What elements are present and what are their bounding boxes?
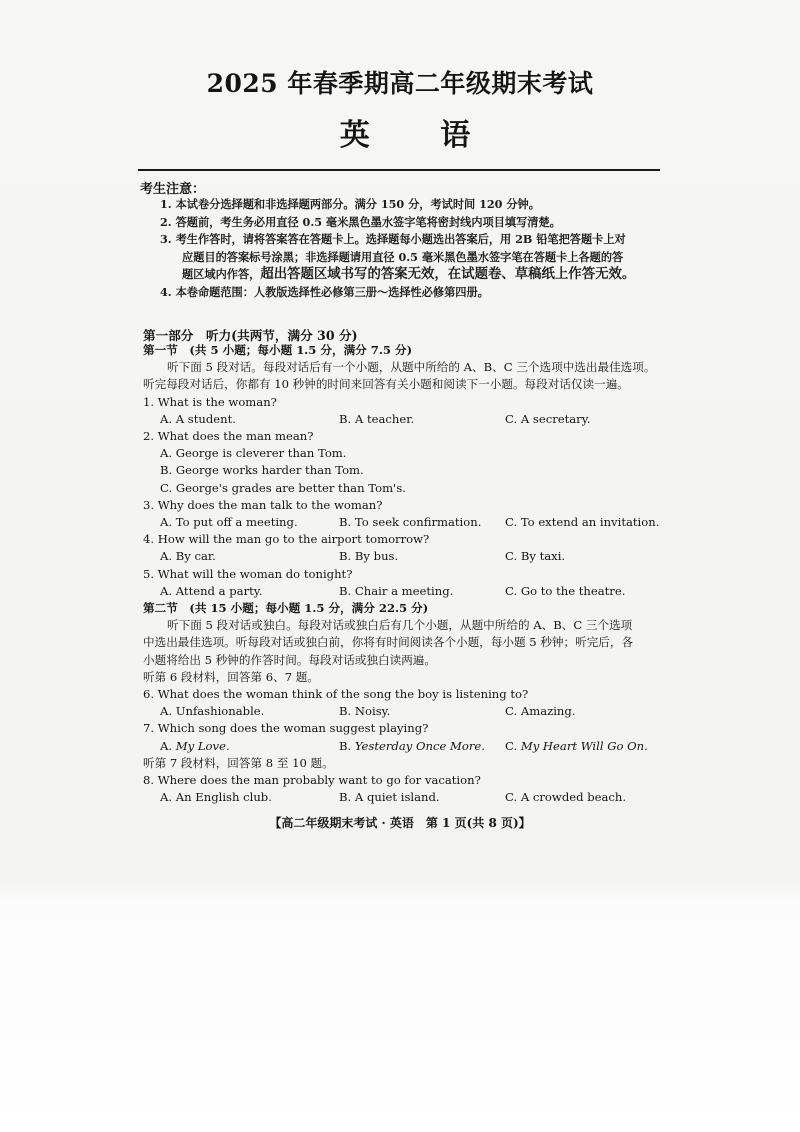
question-5-option-a: A. Attend a party. — [160, 583, 263, 598]
question-7-option-c — [505, 738, 648, 755]
notice-item-4: 4. 本卷命题范围：人教版选择性必修第三册～选择性必修第四册。 — [160, 284, 489, 299]
part1-heading: 第一部分 听力(共两节，满分 30 分) — [143, 328, 358, 343]
question-1-options — [143, 411, 663, 428]
question-4-option-a: A. By car. — [160, 549, 216, 564]
question-7-option-a — [160, 738, 339, 755]
question-3-option-b: B. To seek confirmation. — [339, 515, 482, 530]
question-8-options — [143, 789, 663, 806]
question-2-option-c: C. George's grades are better than Tom's. — [160, 480, 406, 495]
question-1-option-b: B. A teacher. — [339, 411, 415, 426]
question-7-option-b — [339, 738, 505, 755]
question-3-option-c: C. To extend an invitation. — [505, 515, 660, 530]
question-5-options — [143, 583, 663, 600]
page-footer: 【高二年级期末考试 · 英语 第 1 页(共 8 页)】 — [269, 816, 531, 830]
question-6-option-a: A. Unfashionable. — [160, 704, 265, 719]
question-5-stem: 5. What will the woman do tonight? — [143, 566, 353, 581]
question-4-option-c: C. By taxi. — [505, 549, 566, 564]
part1-body — [143, 342, 663, 806]
question-4-options — [143, 548, 663, 565]
notice-item-3-line-2: 应题目的答案标号涂黑；非选择题请用直径 0.5 毫米黑色墨水签字笔在答题卡上各题的答 — [182, 249, 624, 264]
question-6-stem: 6. What does the woman think of the song the boy is listening to? — [143, 687, 529, 702]
question-5-option-c: C. Go to the theatre. — [505, 583, 626, 598]
question-7-options — [143, 738, 663, 755]
question-2-option-b: B. George works harder than Tom. — [160, 463, 364, 478]
notice-item-3-line-3-text: 题区域内作答， — [182, 267, 261, 281]
section1-heading: 第一节 (共 5 小题；每小题 1.5 分，满分 7.5 分) — [143, 343, 413, 357]
question-6-option-c: C. Amazing. — [505, 704, 576, 719]
material-7-label: 听第 7 段材料，回答第 8 至 10 题。 — [143, 755, 334, 770]
question-8-option-b: B. A quiet island. — [339, 790, 440, 805]
notice-item-3-line-1: 3. 考生作答时，请将答案答在答题卡上。选择题每小题选出答案后，用 2B 铅笔把答题卡上对 — [160, 232, 626, 246]
question-3-options — [143, 514, 663, 531]
question-3-option-a: A. To put off a meeting. — [160, 515, 298, 530]
notice-list — [160, 196, 665, 301]
section1-intro-line-1: 听下面 5 段对话。每段对话后有一个小题，从题中所给的 A、B、C 三个选项中选出最佳选项。 — [167, 360, 656, 375]
section2-intro-line-1: 听下面 5 段对话或独白。每段对话或独白后有几个小题，从题中所给的 A、B、C 三个选项 — [167, 618, 633, 633]
question-1-stem: 1. What is the woman? — [143, 394, 277, 409]
subject-title: 英 语 — [339, 118, 501, 153]
question-5-option-b: B. Chair a meeting. — [339, 583, 454, 598]
notice-item-1: 1. 本试卷分选择题和非选择题两部分。满分 150 分，考试时间 120 分钟。 — [160, 197, 540, 211]
section2-intro-line-2: 中选出最佳选项。听每段对话或独白前，你将有时间阅读各个小题，每小题 5 秒钟；听完后，各 — [143, 635, 634, 650]
question-8-stem: 8. Where does the man probably want to go for vacation? — [143, 773, 481, 788]
notice-item-2: 2. 答题前，考生务必用直径 0.5 毫米黑色墨水签字笔将密封线内项目填写清楚。 — [160, 214, 561, 229]
material-6-label: 听第 6 段材料，回答第 6、7 题。 — [143, 669, 319, 684]
question-6-option-b: B. Noisy. — [339, 704, 391, 719]
question-8-option-c: C. A crowded beach. — [505, 790, 627, 805]
question-3-stem: 3. Why does the man talk to the woman? — [143, 497, 383, 512]
question-1-option-a: A. A student. — [160, 411, 236, 426]
question-2-option-a: A. George is cleverer than Tom. — [160, 446, 347, 461]
question-4-stem: 4. How will the man go to the airport tomorrow? — [143, 532, 430, 547]
question-7-option-b-letter: B. — [339, 738, 355, 753]
exam-title: 2025 年春季期高二年级期末考试 — [206, 69, 594, 98]
section2-heading: 第二节 (共 15 小题；每小题 1.5 分，满分 22.5 分) — [143, 601, 429, 616]
notice-item-3-line-3 — [160, 266, 665, 284]
question-7-option-c-title: My Heart Will Go On. — [520, 738, 648, 753]
question-7-option-b-title: Yesterday Once More. — [354, 738, 485, 753]
question-1-option-c: C. A secretary. — [505, 411, 591, 426]
notice-item-3-emphasis: 超出答题区域书写的答案无效，在试题卷、草稿纸上作答无效。 — [260, 266, 636, 282]
notice-heading: 考生注意： — [140, 182, 206, 197]
question-7-option-a-letter: A. — [160, 738, 176, 753]
header-divider — [138, 169, 660, 171]
section1-intro-line-2: 听完每段对话后，你都有 10 秒钟的时间来回答有关小题和阅读下一小题。每段对话仅读一遍。 — [143, 377, 629, 392]
question-7-option-a-title: My Love. — [175, 738, 230, 753]
question-2-stem: 2. What does the man mean? — [143, 429, 314, 444]
question-8-option-a: A. An English club. — [160, 790, 272, 805]
section2-intro-line-3: 小题将给出 5 秒钟的作答时间。每段对话或独白读两遍。 — [143, 652, 436, 667]
question-4-option-b: B. By bus. — [339, 549, 399, 564]
question-7-stem: 7. Which song does the woman suggest playing? — [143, 721, 429, 736]
question-7-option-c-letter: C. — [505, 738, 521, 753]
question-6-options — [143, 703, 663, 720]
